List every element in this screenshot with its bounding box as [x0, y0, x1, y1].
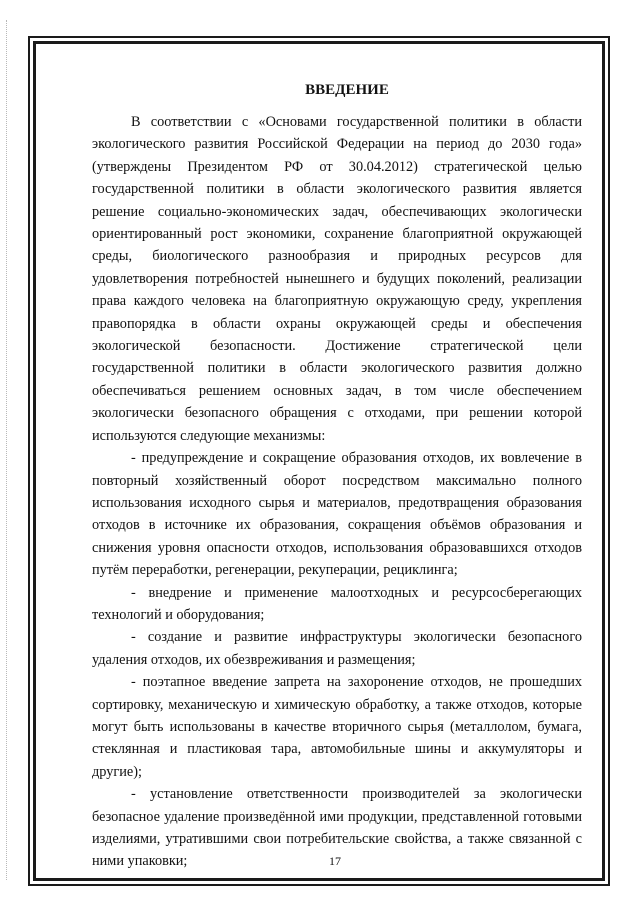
- document-title: ВВЕДЕНИЕ: [305, 82, 389, 98]
- page-number: 17: [329, 854, 341, 868]
- scan-edge-dots: [6, 20, 8, 880]
- list-item-producer-responsibility: - установление ответственности производителей за экологически безопасное удаление произведённой ими продукции, представленной готовыми изделиями, утратившими свои потребительские свойства, а также связанной с ними упаковки;: [92, 786, 582, 870]
- document-body: [92, 80, 582, 873]
- list-item-landfill-ban: - поэтапное введение запрета на захоронение отходов, не прошедших сортировку, механическую и химическую обработку, а также отходов, которые могут быть использованы в качестве вторичного сырья (металлолом, бумага, стеклянная и пластиковая тара, автомобильные шины и аккумуляторы и другие);: [92, 674, 582, 780]
- intro-paragraph: В соответствии с «Основами государственной политики в области экологического развития Российской Федерации на период до 2030 года» (утверждены Президентом РФ от 30.04.2012) стратегической целью государственной политики в области экологического развития является решение социально-экономических задач, обеспечивающих экологически ориентированный рост экономики, сохранение благоприятной окружающей среды, биологического разнообразия и природных ресурсов для удовлетворения потребностей нынешнего и будущих поколений, реализации права каждого человека на благоприятную окружающую среду, укрепления правопорядка в области охраны окружающей среды и обеспечения экологической безопасности. Достижение стратегической цели государственной политики в области экологического развития должно обеспечиваться решением основных задач, в том числе обеспечением экологически безопасного обращения с отходами, при решении которой используются следующие механизмы:: [92, 114, 582, 444]
- list-item-low-waste-tech: - внедрение и применение малоотходных и ресурсосберегающих технологий и оборудования;: [92, 584, 582, 623]
- list-item-prevention: - предупреждение и сокращение образования отходов, их вовлечение в повторный хозяйственный оборот посредством максимально полного использования исходного сырья и материалов, предотвращения образования отходов в источнике их образования, сокращения объёмов образования и снижения уровня опасности отходов, использования образовавшихся отходов путём переработки, регенерации, рекуперации, рециклинга;: [92, 450, 582, 579]
- list-item-infrastructure: - создание и развитие инфраструктуры экологически безопасного удаления отходов, их обезвреживания и размещения;: [92, 629, 582, 668]
